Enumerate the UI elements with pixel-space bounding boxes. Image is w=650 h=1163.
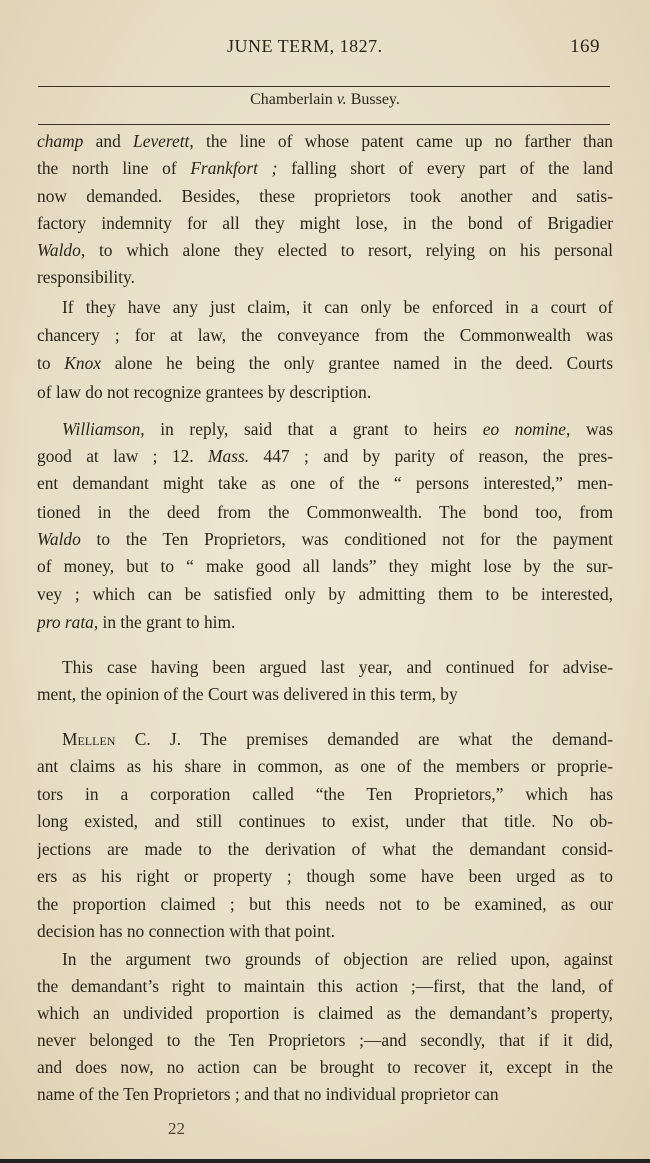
text-line — [37, 783, 613, 805]
italic-text: eo nomine — [482, 419, 566, 439]
text-line — [37, 975, 613, 997]
page-number: 169 — [570, 36, 600, 57]
running-title — [0, 91, 650, 109]
text-line — [37, 611, 613, 633]
italic-text: Waldo — [37, 240, 81, 260]
text-segment: alone he being the only grantee named in the deed. Courts — [101, 353, 613, 373]
text-line — [37, 1002, 613, 1024]
text-line — [37, 1083, 613, 1105]
text-segment: chancery ; for at law, the conveyance from the Commonwealth was — [37, 325, 613, 345]
text-segment: In the argument two grounds of objection are relied upon, against — [62, 949, 613, 969]
header-title: JUNE TERM, 1827. — [227, 36, 383, 56]
text-line — [37, 1029, 613, 1051]
italic-text: Williamson — [62, 419, 141, 439]
text-line — [62, 728, 613, 750]
running-title-plaintiff: Chamberlain — [250, 91, 337, 108]
text-segment: the north line of — [37, 158, 191, 178]
text-segment: decision has no connection with that point. — [37, 921, 336, 941]
text-segment: , in reply, said that a grant to heirs — [140, 419, 483, 439]
header-rule — [38, 86, 610, 87]
text-segment: of money, but to “ make good all lands” they might lose by the sur- — [37, 556, 613, 576]
text-line — [37, 683, 613, 705]
text-segment: the proportion claimed ; but this needs not to be examined, as our — [37, 894, 613, 914]
italic-text: pro rata — [37, 612, 94, 632]
judge-name: Mellen — [62, 729, 116, 749]
text-segment: good at law ; 12. — [37, 446, 209, 466]
running-title-rule — [38, 124, 610, 125]
running-title-defendant: Bussey. — [346, 91, 400, 108]
text-line — [37, 157, 613, 179]
text-segment: , the line of whose patent came up no farther than — [189, 131, 613, 151]
text-line — [37, 472, 613, 494]
text-line — [37, 865, 613, 887]
text-segment: , was — [565, 419, 613, 439]
text-line — [37, 555, 613, 577]
text-line — [62, 296, 613, 318]
text-line — [37, 130, 613, 152]
text-line — [37, 352, 613, 374]
text-segment: , to which alone they elected to resort, relying on his personal — [80, 240, 613, 260]
italic-text: Waldo — [37, 529, 81, 549]
text-line — [37, 381, 613, 403]
italic-text: Knox — [64, 353, 101, 373]
text-segment: responsibility. — [37, 267, 135, 287]
text-line — [62, 948, 613, 970]
text-line — [37, 755, 613, 777]
text-segment: vey ; which can be satisfied only by admitting them to be interested, — [37, 584, 613, 604]
text-line — [37, 528, 613, 550]
text-line — [37, 324, 613, 346]
text-line — [37, 1056, 613, 1078]
text-segment: and — [83, 131, 134, 151]
text-segment: ment, the opinion of the Court was delivered in this term, by — [37, 684, 458, 704]
text-segment: ers as his right or property ; though some have been urged as to — [37, 866, 613, 886]
signature-mark: 22 — [168, 1119, 185, 1138]
text-segment: If they have any just claim, it can only be enforced in a court of — [62, 297, 613, 317]
italic-text: champ — [37, 131, 84, 151]
page-edge — [0, 1159, 650, 1163]
italic-text: Leverett — [133, 131, 190, 151]
text-segment: which an undivided proportion is claimed as the demandant’s property, — [37, 1003, 613, 1023]
text-line — [62, 656, 613, 678]
text-line — [37, 583, 613, 605]
text-segment: and does now, no action can be brought to recover it, except in the — [37, 1057, 613, 1077]
text-segment: C. J. The premises demanded are what the demand- — [115, 729, 613, 749]
text-line — [37, 920, 613, 942]
text-line — [37, 893, 613, 915]
text-segment: 447 ; and by parity of reason, the pres- — [249, 446, 613, 466]
text-segment: name of the Ten Proprietors ; and that no individual proprietor can — [37, 1084, 499, 1104]
text-segment: to the Ten Proprietors, was conditioned not for the payment — [80, 529, 613, 549]
text-segment: never belonged to the Ten Proprietors ;—and secondly, that if it did, — [37, 1030, 613, 1050]
text-line — [37, 266, 613, 288]
running-title-versus: v. — [336, 91, 347, 108]
text-segment: tors in a corporation called “the Ten Proprietors,” which has — [37, 784, 613, 804]
text-segment: ent demandant might take as one of the “ persons interested,” men- — [37, 473, 613, 493]
text-segment: tioned in the deed from the Commonwealth. The bond too, from — [37, 502, 613, 522]
text-segment: falling short of every part of the land — [277, 158, 613, 178]
text-line — [37, 239, 613, 261]
text-segment: jections are made to the derivation of what the demandant consid- — [37, 839, 613, 859]
italic-text: Frankfort ; — [190, 158, 278, 178]
text-segment: now demanded. Besides, these proprietors took another and satis- — [37, 186, 613, 206]
text-segment: This case having been argued last year, and continued for advise- — [62, 657, 613, 677]
text-line — [37, 810, 613, 832]
text-line — [37, 501, 613, 523]
italic-text: Mass. — [208, 446, 250, 466]
text-segment: , in the grant to him. — [93, 612, 236, 632]
text-line — [62, 418, 613, 440]
text-segment: long existed, and still continues to exist, under that title. No ob- — [37, 811, 613, 831]
text-line — [37, 445, 613, 467]
text-segment: of law do not recognize grantees by description. — [37, 382, 372, 402]
text-segment: the demandant’s right to maintain this action ;—first, that the land, of — [37, 976, 613, 996]
text-line — [37, 185, 613, 207]
text-line — [37, 212, 613, 234]
text-segment: to — [37, 353, 65, 373]
text-segment: ant claims as his share in common, as one of the members or proprie- — [37, 756, 613, 776]
text-segment: factory indemnity for all they might lose, in the bond of Brigadier — [37, 213, 613, 233]
text-line — [37, 838, 613, 860]
